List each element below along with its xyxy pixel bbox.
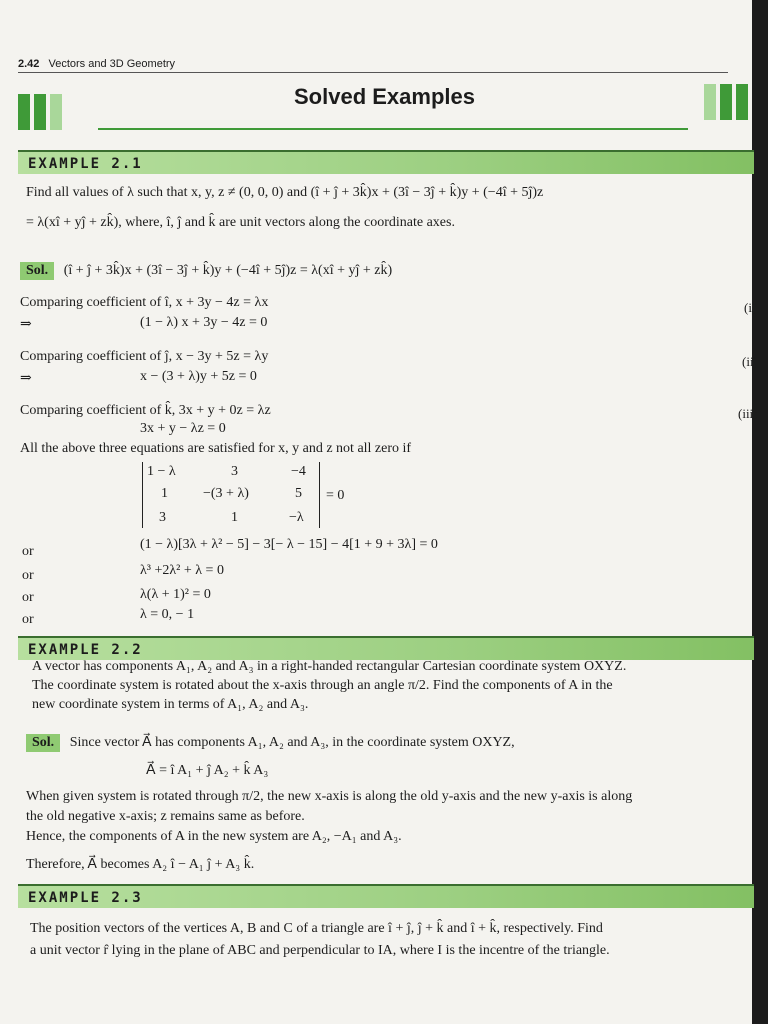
title-rule: [98, 128, 688, 130]
working-line: Therefore, A⃗ becomes A₂ î − A₁ ĵ + A₃ k̂.: [26, 857, 255, 872]
question-line: A vector has components A₁, A₂ and A₃ in a right-handed rectangular Cartesian coordinate system OXYZ.: [32, 659, 627, 674]
matrix-cell: −λ: [289, 510, 304, 525]
page-number: 2.42: [18, 58, 40, 70]
question-line: The position vectors of the vertices A, B and C of a triangle are î + ĵ, ĵ + k̂ and î + k̂, respectively. Find: [30, 921, 603, 936]
question-line: = λ(xî + yĵ + zk̂), where, î, ĵ and k̂ are unit vectors along the coordinate axes.: [26, 215, 455, 230]
left-decoration: [18, 94, 62, 130]
implies-symbol: ⇒: [20, 317, 32, 332]
working-line: (1 − λ)[3λ + λ² − 5] − 3[− λ − 15] − 4[1 + 9 + 3λ] = 0: [140, 537, 438, 552]
solution-line: [20, 262, 392, 280]
determinant-equals: = 0: [326, 488, 345, 503]
matrix-cell: 5: [295, 486, 302, 501]
or-label: or: [22, 544, 34, 559]
green-block: [736, 84, 748, 120]
working-line: Comparing coefficient of k̂, 3x + y + 0z = λz: [20, 403, 271, 418]
question-line: new coordinate system in terms of A₁, A₂ and A₃.: [32, 697, 309, 712]
equation-tag: (iii): [738, 406, 758, 421]
or-label: or: [22, 568, 34, 583]
running-head: [18, 58, 175, 70]
solution-text: Since vector A⃗ has components A₁, A₂ and A₃, in the coordinate system OXYZ,: [69, 735, 515, 750]
section-title-block: [18, 84, 748, 134]
working-line: 3x + y − λz = 0: [140, 421, 226, 436]
equation-tag: (i): [744, 300, 757, 315]
solution-line: [26, 734, 515, 752]
green-block: [50, 94, 62, 130]
solution-label: Sol.: [26, 734, 60, 752]
green-block: [720, 84, 732, 120]
header-rule: [18, 72, 728, 73]
matrix-cell: 1: [231, 510, 238, 525]
working-line: λ³ +2λ² + λ = 0: [140, 563, 224, 578]
implies-symbol: ⇒: [20, 371, 32, 386]
matrix-cell: −4: [291, 464, 306, 479]
working-line: Comparing coefficient of î, x + 3y − 4z = λx: [20, 295, 269, 310]
solution-equation: (î + ĵ + 3k̂)x + (3î − 3ĵ + k̂)y + (−4î + 5ĵ)z = λ(xî + yĵ + zk̂): [63, 263, 393, 278]
question-line: The coordinate system is rotated about the x-axis through an angle π/2. Find the components of A in the: [32, 678, 613, 693]
question-line: Find all values of λ such that x, y, z ≠ (0, 0, 0) and (î + ĵ + 3k̂)x + (3î − 3ĵ + k̂)y + (−4î + 5ĵ)z: [26, 185, 544, 200]
matrix-cell: 3: [159, 510, 166, 525]
example-banner: EXAMPLE 2.3: [18, 884, 754, 908]
matrix-cell: −(3 + λ): [203, 486, 249, 501]
chapter-title: Vectors and 3D Geometry: [48, 58, 176, 70]
working-line: When given system is rotated through π/2, the new x-axis is along the old y-axis and the new y-axis is along: [26, 789, 633, 804]
working-line: Hence, the components of A in the new system are A₂, −A₁ and A₃.: [26, 829, 402, 844]
working-line: Comparing coefficient of ĵ, x − 3y + 5z = λy: [20, 349, 269, 364]
matrix-cell: 1: [161, 486, 168, 501]
or-label: or: [22, 590, 34, 605]
page-edge-shadow: [752, 0, 768, 1024]
example-banner: EXAMPLE 2.1: [18, 150, 754, 174]
matrix-cell: 3: [231, 464, 238, 479]
working-line: A⃗ = î A₁ + ĵ A₂ + k̂ A₃: [146, 763, 269, 778]
solution-label: Sol.: [20, 262, 54, 280]
working-line: the old negative x-axis; z remains same as before.: [26, 809, 305, 824]
green-block: [34, 94, 46, 130]
equation-tag: (ii): [742, 354, 758, 369]
green-block: [18, 94, 30, 130]
working-line: All the above three equations are satisfied for x, y and z not all zero if: [20, 441, 412, 456]
working-line: (1 − λ) x + 3y − 4z = 0: [140, 315, 268, 330]
example-banner: EXAMPLE 2.2: [18, 636, 754, 660]
question-line: a unit vector r̂ lying in the plane of ABC and perpendicular to IA, where I is the incentre of the triangle.: [30, 943, 610, 958]
working-line: x − (3 + λ)y + 5z = 0: [140, 369, 257, 384]
determinant: [142, 462, 320, 528]
working-line: λ = 0, − 1: [140, 607, 195, 622]
section-title: Solved Examples: [294, 84, 475, 109]
matrix-cell: 1 − λ: [147, 464, 176, 479]
green-block: [704, 84, 716, 120]
or-label: or: [22, 612, 34, 627]
working-line: λ(λ + 1)² = 0: [140, 587, 211, 602]
right-decoration: [704, 84, 748, 120]
